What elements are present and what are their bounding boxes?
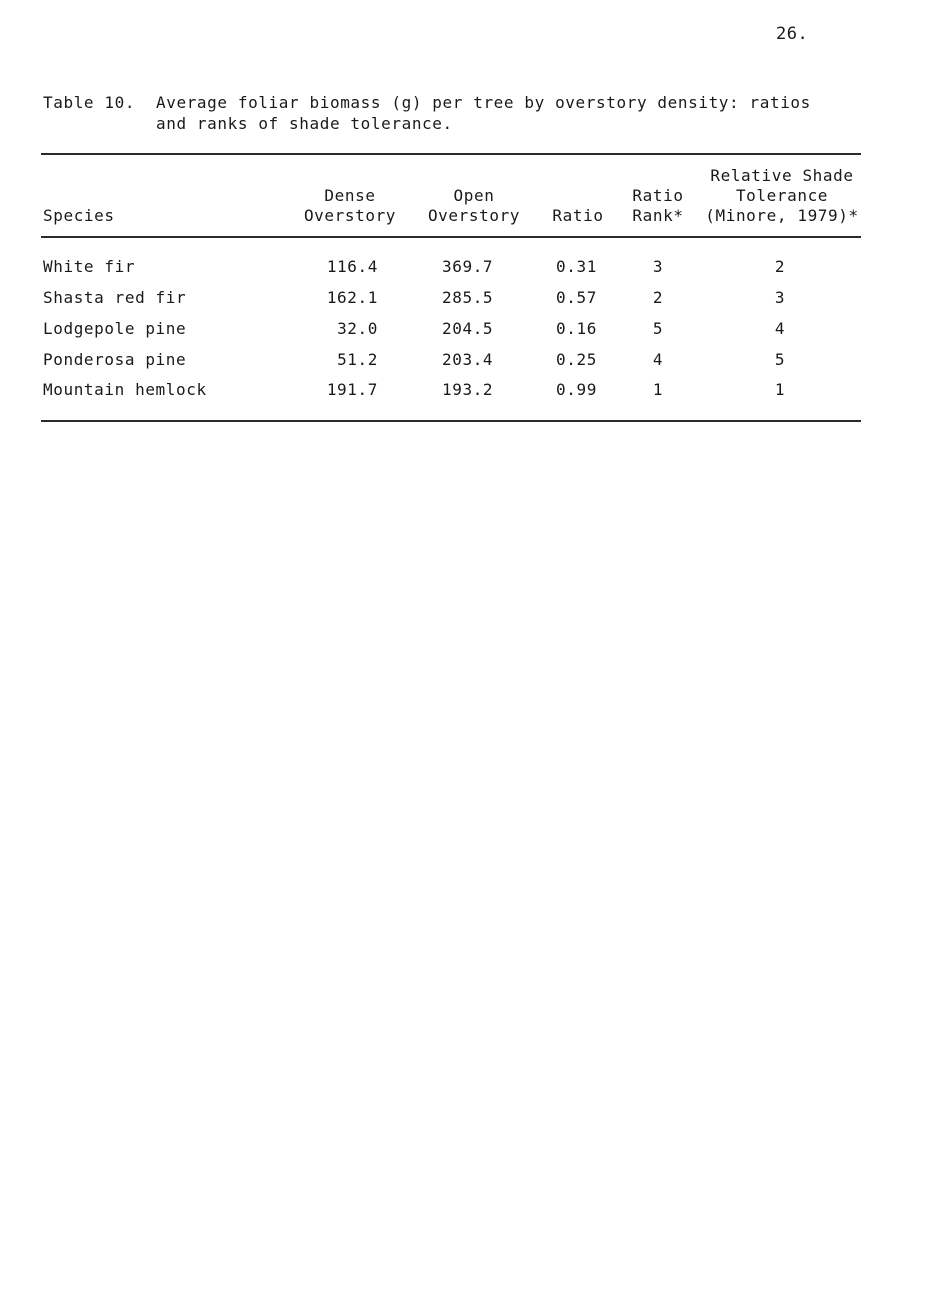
header-dense-overstory [300, 186, 400, 226]
cell-rank: 3 [652, 257, 664, 276]
cell-rank: 5 [652, 319, 664, 338]
header-tolerance-line-3: (Minore, 1979)* [705, 206, 859, 225]
caption-line-1: Average foliar biomass (g) per tree by overstory density: ratios [156, 93, 811, 112]
cell-tolerance: 2 [774, 257, 786, 276]
cell-species: Shasta red fir [43, 288, 187, 307]
cell-dense: 116.4 [326, 257, 378, 276]
cell-rank: 2 [652, 288, 664, 307]
header-relative-shade-tolerance [700, 166, 864, 226]
cell-open: 204.5 [442, 319, 494, 338]
header-species: Species [43, 206, 115, 225]
cell-tolerance: 4 [774, 319, 786, 338]
table-header-rule [41, 236, 861, 238]
cell-ratio: 0.57 [556, 288, 597, 307]
table-bottom-rule [41, 420, 861, 422]
cell-species: Lodgepole pine [43, 319, 187, 338]
header-ratio: Ratio [552, 206, 604, 225]
header-rank-line-2: Rank* [632, 206, 684, 225]
cell-species: Ponderosa pine [43, 350, 187, 369]
header-open-line-2: Overstory [427, 206, 521, 225]
table-top-rule [41, 153, 861, 155]
cell-ratio: 0.25 [556, 350, 597, 369]
cell-species: Mountain hemlock [43, 380, 207, 399]
cell-tolerance: 1 [774, 380, 786, 399]
table-row [0, 380, 938, 404]
header-tolerance-line-1: Relative Shade [710, 166, 854, 185]
page-number: 26. [776, 24, 809, 44]
table-row [0, 319, 938, 343]
cell-tolerance: 3 [774, 288, 786, 307]
caption-line-2: and ranks of shade tolerance. [156, 114, 453, 133]
cell-rank: 4 [652, 350, 664, 369]
header-dense-line-2: Overstory [303, 206, 397, 225]
header-rank-line-1: Ratio [632, 186, 684, 205]
cell-open: 285.5 [442, 288, 494, 307]
cell-tolerance: 5 [774, 350, 786, 369]
table-row [0, 257, 938, 281]
cell-ratio: 0.31 [556, 257, 597, 276]
cell-open: 369.7 [442, 257, 494, 276]
cell-dense: 51.2 [337, 350, 378, 369]
cell-ratio: 0.99 [556, 380, 597, 399]
header-dense-line-1: Dense [324, 186, 376, 205]
cell-dense: 162.1 [326, 288, 378, 307]
cell-ratio: 0.16 [556, 319, 597, 338]
header-open-line-1: Open [453, 186, 495, 205]
table-row [0, 350, 938, 374]
cell-dense: 191.7 [326, 380, 378, 399]
table-row [0, 288, 938, 312]
cell-open: 193.2 [442, 380, 494, 399]
header-ratio-rank [626, 186, 690, 226]
table-label: Table 10. [43, 93, 136, 112]
cell-open: 203.4 [442, 350, 494, 369]
table-caption-text [156, 92, 836, 134]
cell-rank: 1 [652, 380, 664, 399]
header-open-overstory [424, 186, 524, 226]
cell-species: White fir [43, 257, 136, 276]
cell-dense: 32.0 [337, 319, 378, 338]
header-tolerance-line-2: Tolerance [735, 186, 829, 205]
